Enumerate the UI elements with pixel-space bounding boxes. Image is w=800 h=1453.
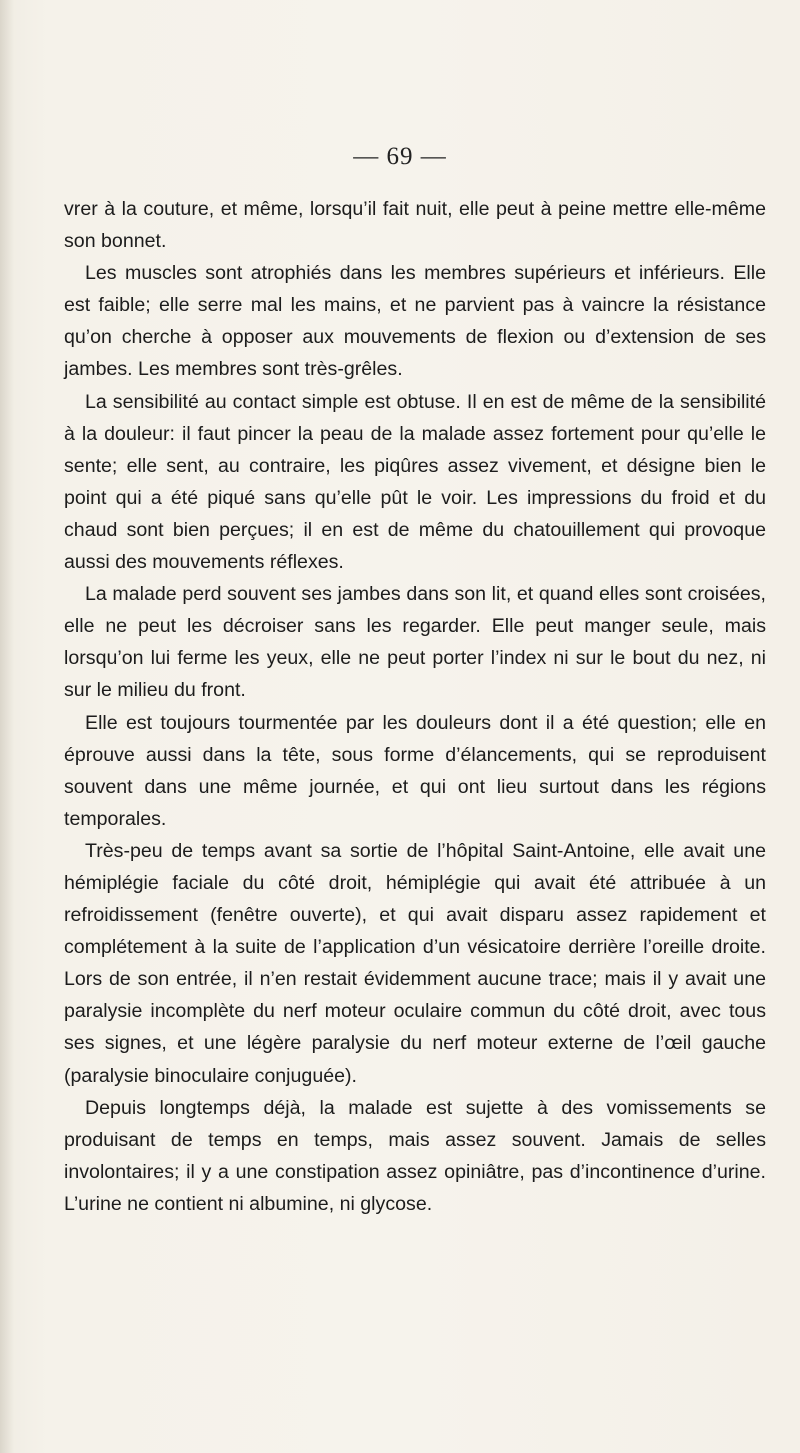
paragraph-vomissements: Depuis longtemps déjà, la malade est sujette à des vomissements se produisant de temps en temps, mais assez souvent. Jamais de selles involontaires; il y a une constipation assez opiniâtre, pas d’incontinence d’urine. L’urine ne contient ni albumine, ni glycose. bbox=[64, 1096, 766, 1215]
binding-shadow bbox=[0, 0, 14, 1453]
body-text bbox=[64, 193, 766, 1220]
paragraph-hemiplegie: Très-peu de temps avant sa sortie de l’hôpital Saint-Antoine, elle avait une hémiplégie faciale du côté droit, hémiplégie qui avait été attribuée à un refroidissement (fenêtre ouverte), et qui avait disparu assez rapidement et complétement à la suite de l’application d’un vésicatoire derrière l’oreille droite. Lors de son entrée, il n’en restait évidemment aucune trace; mais il y avait une paralysie incomplète du nerf moteur oculaire commun du côté droit, avec tous ses signes, et une légère paralysie du nerf moteur externe de l’œil gauche (paralysie binoculaire conjuguée). bbox=[64, 839, 766, 1087]
paragraph-sensibilite: La sensibilité au contact simple est obtuse. Il en est de même de la sensibilité à la douleur: il faut pincer la peau de la malade assez fortement pour qu’elle le sente; elle sent, au contraire, les piqûres assez vivement, et désigne bien le point qui a été piqué sans qu’elle pût le voir. Les impressions du froid et du chaud sont bien perçues; il en est de même du chatouillement qui provoque aussi des mouvements réflexes. bbox=[64, 390, 766, 574]
paragraph-douleurs: Elle est toujours tourmentée par les douleurs dont il a été question; elle en éprouve aussi dans la tête, sous forme d’élancements, qui se reproduisent souvent dans une même journée, et qui ont lieu surtout dans les régions temporales. bbox=[64, 711, 766, 830]
paragraph-continued: vrer à la couture, et même, lorsqu’il fait nuit, elle peut à peine mettre elle-même son bonnet. bbox=[64, 198, 766, 253]
page-number: — 69 — bbox=[353, 143, 447, 170]
paragraph-muscles: Les muscles sont atrophiés dans les membres supérieurs et inférieurs. Elle est faible; elle serre mal les mains, et ne parvient pas à vaincre la résistance qu’on cherche à opposer aux mouvements de flexion ou d’extension de ses jambes. Les membres sont très-grêles. bbox=[64, 262, 766, 381]
paragraph-jambes: La malade perd souvent ses jambes dans son lit, et quand elles sont croisées, elle ne peut les décroiser sans les regarder. Elle peut manger seule, mais lorsqu’on lui ferme les yeux, elle ne peut porter l’index ni sur le bout du nez, ni sur le milieu du front. bbox=[64, 583, 766, 702]
